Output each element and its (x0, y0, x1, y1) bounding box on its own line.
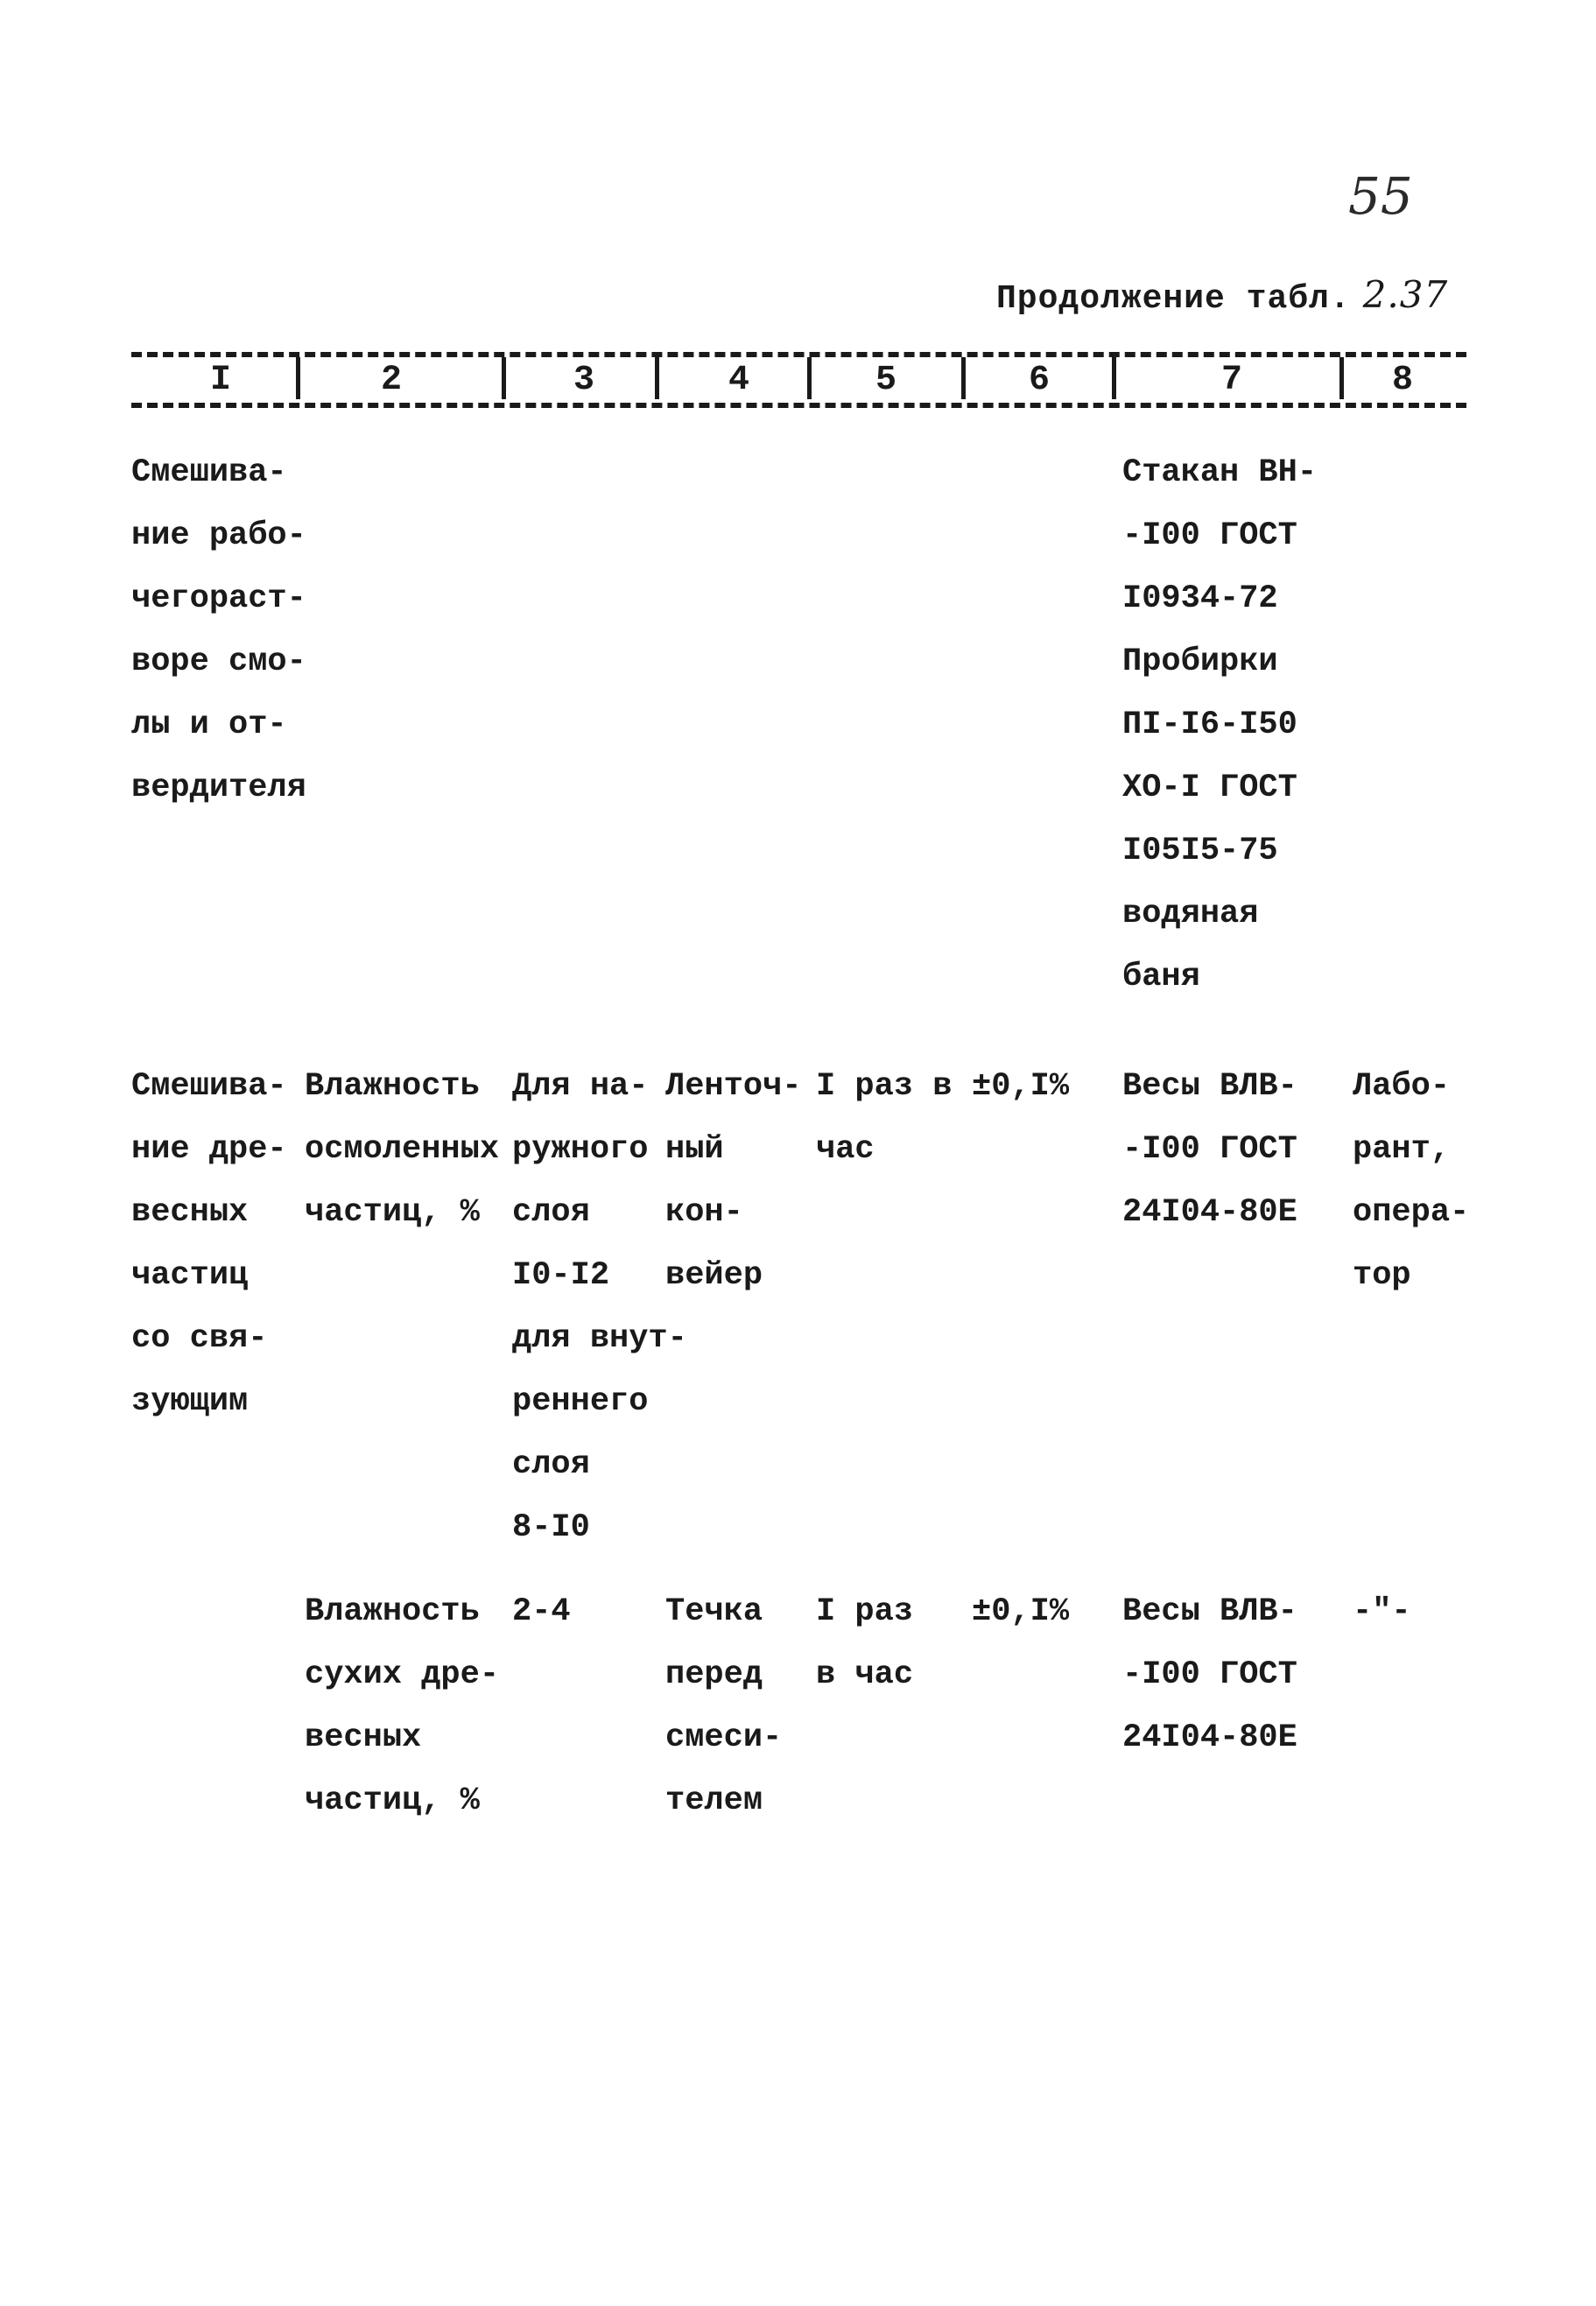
column-number: 8 (1392, 361, 1414, 400)
table-cell-row3-col5 (816, 1580, 913, 1706)
table-cell-row2-col2 (305, 1055, 499, 1244)
cell-line: осмоленных (305, 1131, 500, 1168)
cell-line: ±0,I% (972, 1593, 1070, 1630)
cell-line: сухих дре- (305, 1656, 500, 1693)
column-number: 4 (728, 361, 750, 400)
cell-line: 24I04-80Е (1122, 1194, 1297, 1231)
table-cell-row1-col7 (1122, 441, 1317, 1009)
cell-line: Весы ВЛВ- (1122, 1068, 1297, 1105)
cell-line: слоя (512, 1194, 590, 1231)
cell-line: -I00 ГОСТ (1122, 1131, 1297, 1168)
cell-line: вердителя (131, 770, 306, 806)
cell-line: ружного (512, 1131, 649, 1168)
header-rule-bottom (131, 403, 1466, 408)
cell-line: смеси- (665, 1719, 783, 1756)
cell-line: частиц, % (305, 1782, 480, 1819)
column-number: I (210, 361, 232, 400)
column-number: 6 (1029, 361, 1051, 400)
cell-line: кон- (665, 1194, 743, 1231)
header-rule-top (131, 352, 1466, 357)
cell-line: Стакан ВН- (1122, 454, 1318, 491)
page-number: 55 (1348, 166, 1413, 226)
cell-line: в час (816, 1656, 914, 1693)
cell-line: тор (1353, 1257, 1411, 1294)
cell-line: 2-4 (512, 1593, 571, 1630)
cell-line: ПI-I6-I50 (1122, 707, 1297, 743)
cell-line: Весы ВЛВ- (1122, 1593, 1297, 1630)
cell-line: перед (665, 1656, 763, 1693)
cell-line: -I00 ГОСТ (1122, 517, 1297, 554)
cell-line: телем (665, 1782, 763, 1819)
caption-prefix: Продолжение табл. (996, 280, 1351, 318)
table-cell-row2-col6 (972, 1055, 1069, 1118)
column-number: 2 (381, 361, 403, 400)
cell-line: весных (305, 1719, 422, 1756)
cell-line: Для на- (512, 1068, 649, 1105)
table-cell-row3-col7 (1122, 1580, 1297, 1769)
cell-line: Ленточ- (665, 1068, 802, 1105)
cell-line: воре смо- (131, 643, 306, 680)
column-separator (1112, 357, 1116, 399)
cell-line: зующим (131, 1383, 249, 1420)
cell-line: -"- (1353, 1593, 1411, 1630)
cell-line: I05I5-75 (1122, 833, 1278, 869)
cell-line: ние дре- (131, 1131, 287, 1168)
cell-line: для внут- (512, 1320, 687, 1357)
cell-line: ние рабо- (131, 517, 306, 554)
cell-line: со свя- (131, 1320, 268, 1357)
table-cell-row3-col3 (512, 1580, 571, 1643)
cell-line: опера- (1353, 1194, 1470, 1231)
column-separator (296, 357, 300, 399)
table-cell-row3-col6 (972, 1580, 1069, 1643)
cell-line: -I00 ГОСТ (1122, 1656, 1297, 1693)
column-number: 7 (1221, 361, 1243, 400)
cell-line: частиц (131, 1257, 249, 1294)
cell-line: рант, (1353, 1131, 1451, 1168)
cell-line: реннего (512, 1383, 649, 1420)
cell-line: I раз в (816, 1068, 953, 1105)
column-number: 5 (875, 361, 897, 400)
cell-line: Смешива- (131, 454, 287, 491)
table-cell-row2-col8 (1353, 1055, 1469, 1307)
table-cell-row2-col5 (816, 1055, 952, 1181)
cell-line: лы и от- (131, 707, 287, 743)
table-cell-row2-col4 (665, 1055, 801, 1307)
cell-line: водяная (1122, 896, 1259, 932)
table-cell-row1-col1 (131, 441, 306, 819)
cell-line: 8-I0 (512, 1509, 590, 1546)
cell-line: весных (131, 1194, 249, 1231)
cell-line: Влажность (305, 1593, 480, 1630)
cell-line: баня (1122, 959, 1200, 995)
cell-line: I0-I2 (512, 1257, 610, 1294)
cell-line: час (816, 1131, 875, 1168)
column-separator (655, 357, 659, 399)
cell-line: Течка (665, 1593, 763, 1630)
cell-line: чегораст- (131, 580, 306, 617)
table-cell-row3-col8 (1353, 1580, 1411, 1643)
table-cell-row3-col4 (665, 1580, 782, 1832)
cell-line: ХО-I ГОСТ (1122, 770, 1297, 806)
column-separator (1339, 357, 1344, 399)
cell-line: Пробирки (1122, 643, 1278, 680)
cell-line: вейер (665, 1257, 763, 1294)
caption-table-number: 2.37 (1362, 273, 1449, 316)
cell-line: 24I04-80Е (1122, 1719, 1297, 1756)
column-separator (807, 357, 812, 399)
cell-line: I0934-72 (1122, 580, 1278, 617)
column-number: 3 (573, 361, 595, 400)
cell-line: частиц, % (305, 1194, 480, 1231)
table-cell-row2-col1 (131, 1055, 287, 1433)
table-cell-row2-col3 (512, 1055, 687, 1559)
cell-line: Смешива- (131, 1068, 287, 1105)
cell-line: Лабо- (1353, 1068, 1451, 1105)
cell-line: слоя (512, 1446, 590, 1483)
cell-line: ный (665, 1131, 724, 1168)
column-separator (502, 357, 506, 399)
cell-line: Влажность (305, 1068, 480, 1105)
cell-line: ±0,I% (972, 1068, 1070, 1105)
column-separator (961, 357, 966, 399)
table-cell-row3-col2 (305, 1580, 499, 1832)
cell-line: I раз (816, 1593, 914, 1630)
table-caption (996, 273, 1448, 318)
table-cell-row2-col7 (1122, 1055, 1297, 1244)
